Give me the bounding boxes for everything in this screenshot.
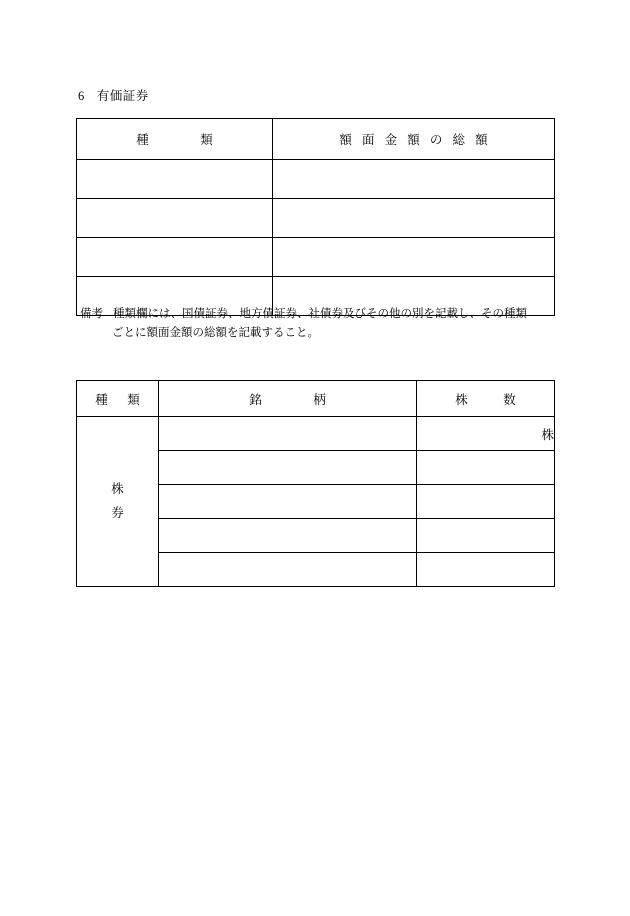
table-header-row — [77, 119, 555, 160]
cell-issue[interactable] — [159, 553, 417, 587]
header-cell-issue — [159, 381, 417, 417]
table-row — [77, 199, 555, 238]
securities-table — [76, 118, 555, 316]
table-row — [77, 238, 555, 277]
table-row — [77, 417, 555, 451]
table-header-row — [77, 381, 555, 417]
header-cell-amount — [273, 119, 555, 160]
cell-shares[interactable] — [417, 485, 555, 519]
header-cell-kind — [77, 381, 159, 417]
cell-shares[interactable] — [417, 519, 555, 553]
kind-char-1: 株 — [111, 481, 124, 496]
cell-kind[interactable] — [77, 160, 273, 199]
section-title: 有価証券 — [96, 89, 149, 103]
header-label-kind: 種 類 — [136, 133, 217, 147]
note-line-1: 種類欄には、国債証券、地方債証券、社債券及びその他の別を記載し、その種類 — [113, 308, 527, 320]
cell-shares[interactable] — [417, 553, 555, 587]
note-line-2: ごとに額面金額の総額を記載すること。 — [112, 326, 319, 339]
cell-issue[interactable] — [159, 417, 417, 451]
header-label-issue: 銘 柄 — [249, 392, 330, 407]
header-label-shares: 株 数 — [455, 392, 520, 407]
cell-amount[interactable] — [273, 238, 555, 277]
cell-kind-stock-certificate — [77, 417, 159, 587]
cell-kind[interactable] — [77, 199, 273, 238]
header-label-kind: 種 類 — [95, 392, 144, 407]
kind-char-2: 券 — [111, 505, 124, 520]
stocks-table — [76, 380, 555, 587]
header-label-amount: 額 面 金 額 の 総 額 — [339, 133, 492, 147]
cell-kind[interactable] — [77, 238, 273, 277]
table-row — [77, 160, 555, 199]
note-label: 備考 — [80, 308, 103, 320]
cell-amount[interactable] — [273, 199, 555, 238]
cell-shares-unit[interactable]: 株 — [417, 417, 555, 451]
cell-shares[interactable] — [417, 451, 555, 485]
header-cell-shares — [417, 381, 555, 417]
header-cell-kind — [77, 119, 273, 160]
cell-issue[interactable] — [159, 519, 417, 553]
securities-table-note — [80, 305, 560, 343]
cell-issue[interactable] — [159, 485, 417, 519]
page-title — [78, 86, 149, 104]
cell-issue[interactable] — [159, 451, 417, 485]
section-number: 6 — [78, 89, 85, 103]
cell-amount[interactable] — [273, 160, 555, 199]
